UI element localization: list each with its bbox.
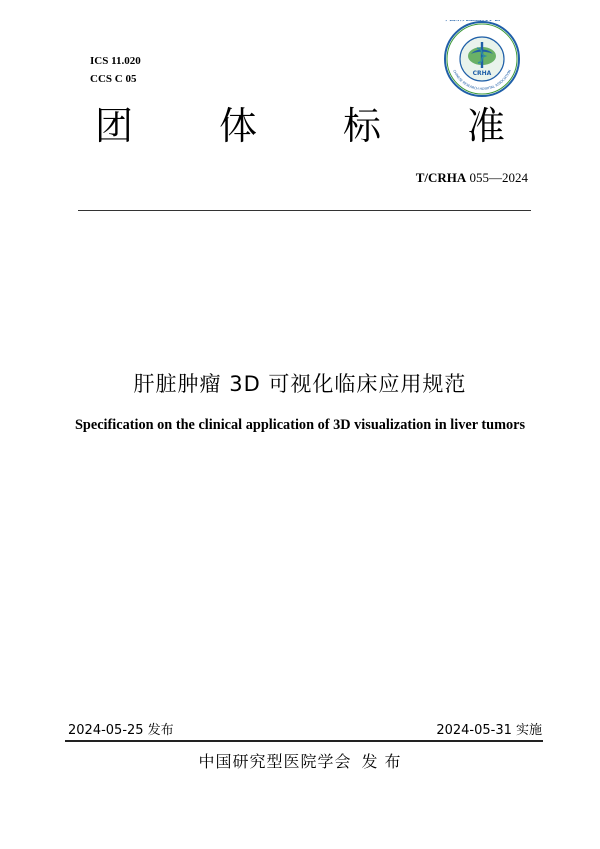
standard-code: 055—2024 xyxy=(469,170,528,185)
implementation-date: 2024-05-31 实施 xyxy=(436,723,542,738)
chinese-title: 肝脏肿瘤 3D 可视化临床应用规范 xyxy=(133,372,467,396)
publisher-action: 发 布 xyxy=(361,752,402,771)
standard-prefix: T/CRHA xyxy=(415,170,467,185)
seal-center-text: CRHA xyxy=(472,70,492,77)
publisher-line xyxy=(0,749,600,772)
seal-ring-text-en: CHINESE RESEARCH HOSPITAL ASSOCIATION xyxy=(452,69,512,92)
footer-divider xyxy=(65,740,543,742)
standard-number xyxy=(416,170,528,186)
category-char: 团 xyxy=(95,104,134,148)
category-char: 体 xyxy=(218,104,257,148)
association-seal-icon xyxy=(443,20,521,98)
document-category-title xyxy=(95,104,505,148)
category-char: 标 xyxy=(342,104,381,148)
publisher-name: 中国研究型医院学会 xyxy=(198,752,352,771)
ccs-code: CCS C 05 xyxy=(90,73,137,85)
seal-ring-text-cn xyxy=(443,20,501,22)
publish-date: 2024-05-25 发布 xyxy=(68,723,174,738)
english-title: Specification on the clinical application of 3D visualization in liver tumors xyxy=(74,417,526,433)
header-divider xyxy=(78,210,531,211)
category-char: 准 xyxy=(466,104,505,148)
classification-codes xyxy=(90,52,141,88)
ics-code: ICS 11.020 xyxy=(90,55,141,67)
